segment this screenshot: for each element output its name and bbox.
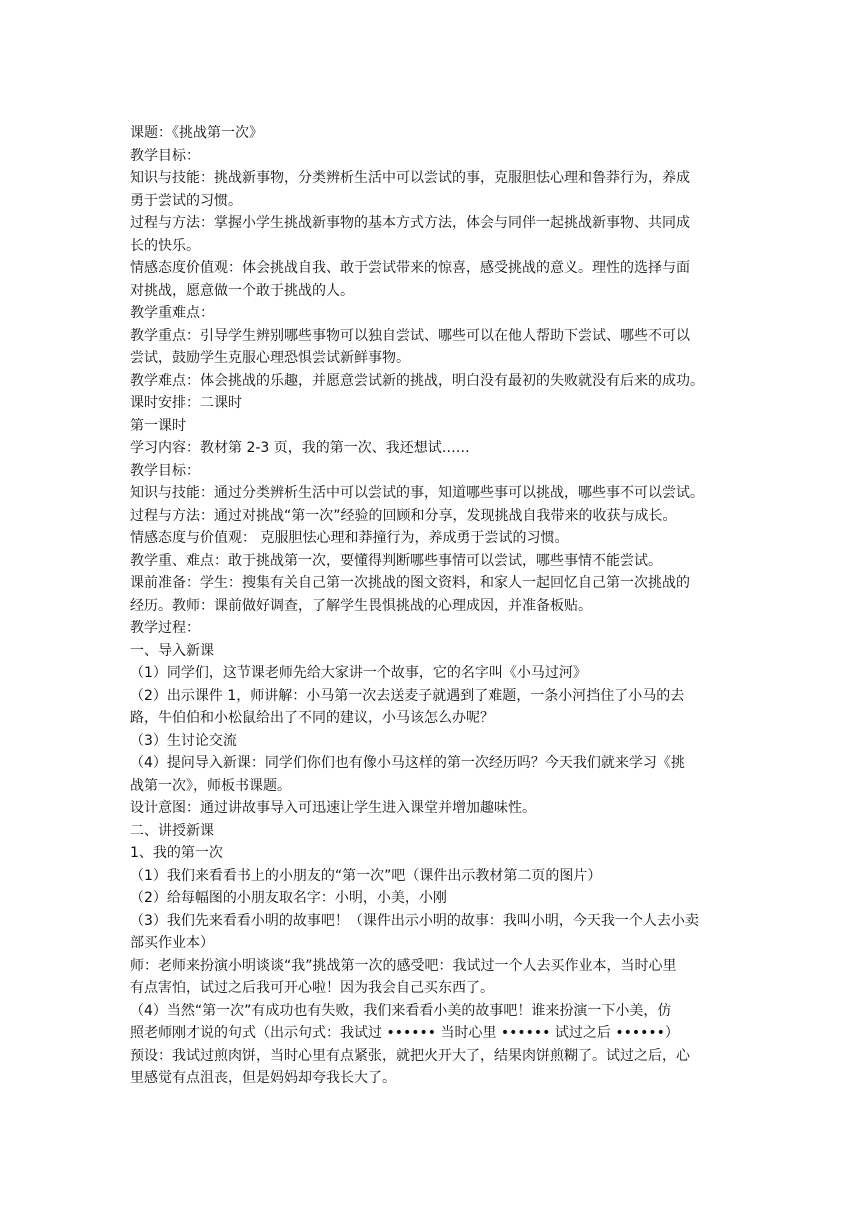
lesson-plan-text [130, 122, 735, 1090]
text-line: 教学目标： [130, 462, 200, 479]
text-line: 学习内容：教材第 2-3 页，我的第一次、我还想试…… [130, 440, 470, 456]
text-line: 过程与方法：通过对挑战“第一次”经验的回顾和分享，发现挑战自我带来的收获与成长。 [130, 507, 677, 524]
text-line: （4）提问导入新课：同学们你们也有像小马这样的第一次经历吗？今天我们就来学习《挑 [130, 755, 685, 771]
text-line: 路，牛伯伯和小松鼠给出了不同的建议，小马该怎么办呢？ [130, 710, 494, 726]
text-line: 教学重难点： [130, 305, 214, 321]
text-line: 勇于尝试的习惯。 [130, 192, 242, 209]
text-line: 课题：《挑战第一次》 [130, 125, 263, 141]
text-line: 教学难点：体会挑战的乐趣，并愿意尝试新的挑战，明白没有最初的失败就没有后来的成功。 [130, 372, 704, 389]
text-line: （3）我们先来看看小明的故事吧！（课件出示小明的故事：我叫小明，今天我一个人去小卖 [130, 912, 699, 929]
text-line: 照老师刚才说的句式（出示句式：我试过 •••••• 当时心里 •••••• 试过之后 ••••••） [130, 1025, 679, 1041]
text-line: 预设：我试过煎肉饼，当时心里有点紧张，就把火开大了，结果肉饼煎糊了。试过之后，心 [130, 1047, 690, 1064]
text-line: 知识与技能：挑战新事物，分类辨析生活中可以尝试的事，克服胆怯心理和鲁莽行为，养成 [130, 170, 690, 186]
text-line: 二、讲授新课 [130, 822, 214, 839]
text-line: 知识与技能：通过分类辨析生活中可以尝试的事，知道哪些事可以挑战，哪些事不可以尝试。 [130, 485, 704, 501]
text-line: 课前准备：学生：搜集有关自己第一次挑战的图文资料，和家人一起回忆自己第一次挑战的 [130, 575, 690, 591]
text-line: 教学过程： [130, 620, 200, 636]
text-line: （1）我们来看看书上的小朋友的“第一次”吧（课件出示教材第二页的图片） [130, 867, 602, 884]
text-line: （4）当然“第一次”有成功也有失败，我们来看看小美的故事吧！谁来扮演一下小美，仿 [130, 1002, 672, 1019]
text-line: 情感态度价值观：体会挑战自我、敢于尝试带来的惊喜，感受挑战的意义。理性的选择与面 [130, 260, 690, 276]
text-line: 里感觉有点沮丧，但是妈妈却夸我长大了。 [130, 1070, 396, 1086]
text-line: 部买作业本） [130, 935, 214, 951]
text-line: 教学重、难点：敢于挑战第一次，要懂得判断哪些事情可以尝试，哪些事情不能尝试。 [130, 552, 662, 569]
text-line: 尝试，鼓励学生克服心理恐惧尝试新鲜事物。 [130, 350, 410, 366]
text-line: 设计意图：通过讲故事导入可迅速让学生进入课堂并增加趣味性。 [130, 800, 536, 816]
text-line: 长的快乐。 [130, 237, 200, 254]
text-line: 情感态度与价值观： 克服胆怯心理和莽撞行为，养成勇于尝试的习惯。 [130, 530, 569, 546]
text-line: 师：老师来扮演小明谈谈“我”挑战第一次的感受吧：我试过一个人去买作业本，当时心里 [130, 957, 677, 974]
text-line: 教学目标： [130, 147, 200, 164]
text-line: 战第一次》，师板书课题。 [130, 777, 291, 794]
text-line: （2）给每幅图的小朋友取名字：小明，小美，小刚 [130, 890, 447, 906]
text-line: 课时安排：二课时 [130, 395, 242, 411]
text-line: 1、我的第一次 [130, 845, 223, 861]
text-line: 教学重点：引导学生辨别哪些事物可以独自尝试、哪些可以在他人帮助下尝试、哪些不可以 [130, 327, 690, 344]
text-line: （3）生讨论交流 [130, 732, 237, 749]
text-line: 有点害怕，试过之后我可开心啦！因为我会自己买东西了。 [130, 980, 494, 996]
text-line: （2）出示课件 1，师讲解：小马第一次去送麦子就遇到了难题，一条小河挡住了小马的去 [130, 687, 685, 704]
text-line: 过程与方法：掌握小学生挑战新事物的基本方式方法，体会与同伴一起挑战新事物、共同成 [130, 215, 690, 231]
text-line: 经历。教师：课前做好调查，了解学生畏惧挑战的心理成因，并准备板贴。 [130, 597, 592, 614]
text-line: 第一课时 [130, 417, 186, 434]
text-line: （1）同学们，这节课老师先给大家讲一个故事，它的名字叫《小马过河》 [130, 665, 587, 681]
text-line: 对挑战，愿意做一个敢于挑战的人。 [130, 282, 354, 299]
text-line: 一、导入新课 [130, 642, 214, 659]
